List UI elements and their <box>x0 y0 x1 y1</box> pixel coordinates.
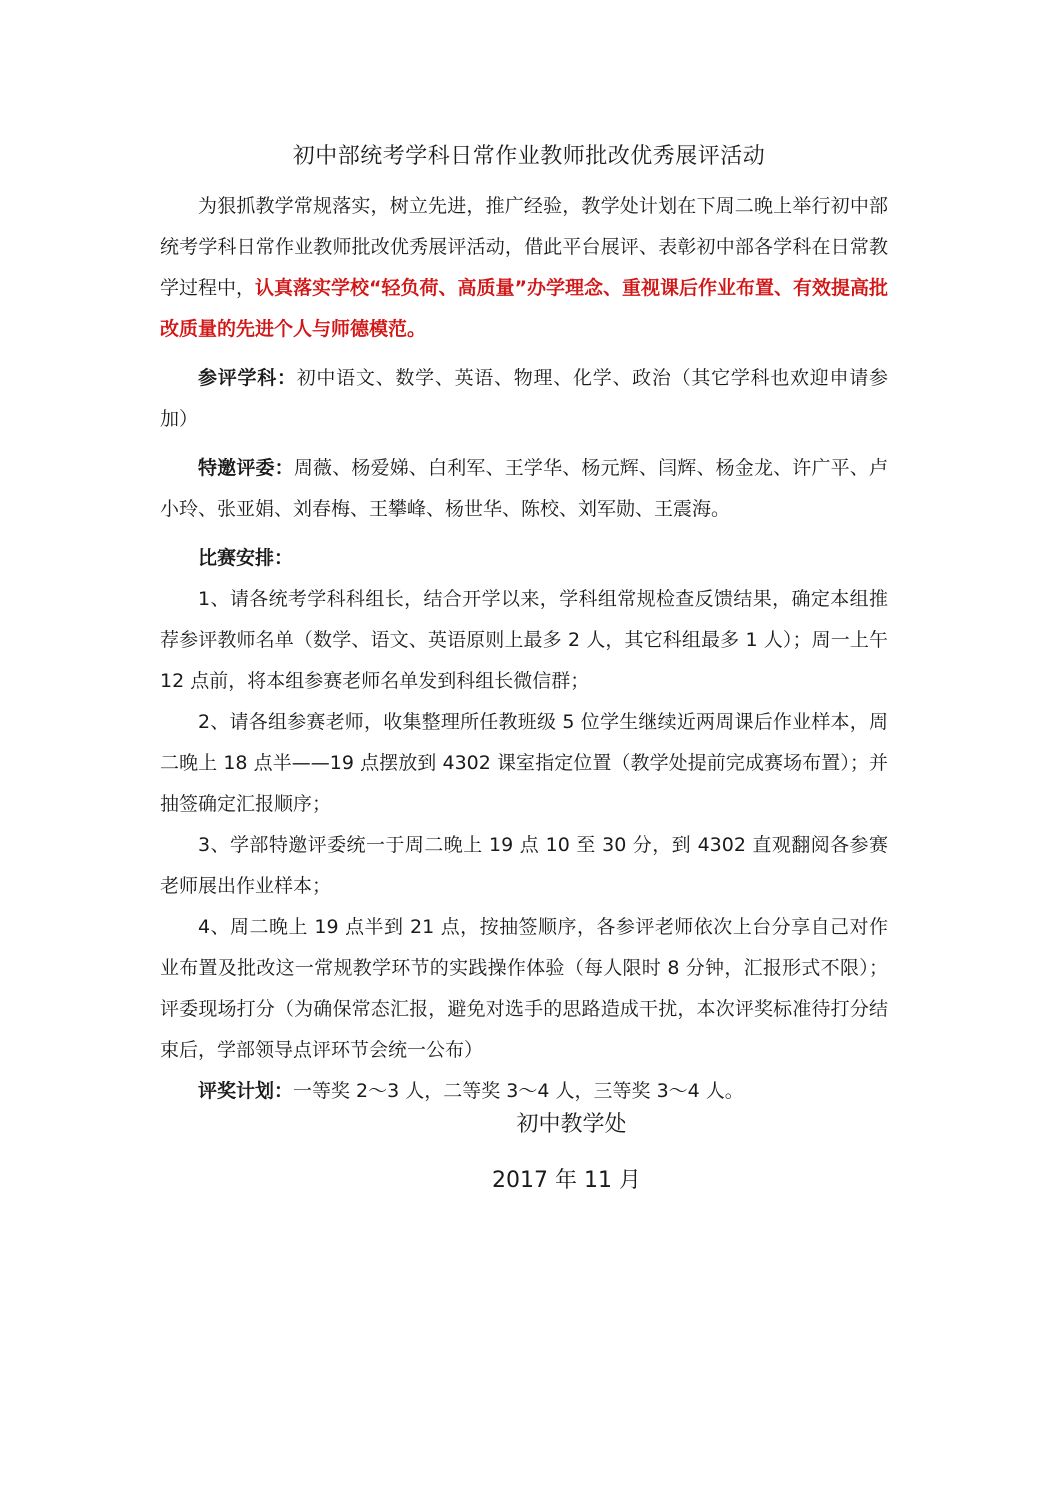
intro-highlight: 认真落实学校“轻负荷、高质量”办学理念、重视课后作业布置、有效提高批改质量的先进个人与师德模范。 <box>160 277 888 340</box>
signature-date: 2017 年 11 月 <box>492 1168 641 1193</box>
subjects-paragraph <box>160 358 888 440</box>
schedule-item: 2、请各组参赛老师，收集整理所任教班级 5 位学生继续近两周课后作业样本，周二晚上 18 点半——19 点摆放到 4302 课室指定位置（教学处提前完成赛场布置）；并抽签确定汇报顺序； <box>160 711 888 815</box>
schedule-item: 1、请各统考学科科组长，结合开学以来，学科组常规检查反馈结果，确定本组推荐参评教师名单（数学、语文、英语原则上最多 2 人，其它科组最多 1 人）；周一上午 12 点前，将本组参赛老师名单发到科组长微信群； <box>160 588 888 692</box>
document-title: 初中部统考学科日常作业教师批改优秀展评活动 <box>292 144 766 169</box>
awards-label: 评奖计划： <box>198 1080 294 1102</box>
judges-text: 周薇、杨爱娣、白利军、王学华、杨元辉、闫辉、杨金龙、许广平、卢小玲、张亚娟、刘春梅、王攀峰、杨世华、陈校、刘军勋、王震海。 <box>160 457 888 520</box>
awards-paragraph <box>160 1071 888 1112</box>
schedule-label: 比赛安排： <box>198 547 294 569</box>
intro-paragraph <box>160 186 888 350</box>
schedule-item: 4、周二晚上 19 点半到 21 点，按抽签顺序，各参评老师依次上台分享自己对作业布置及批改这一常规教学环节的实践操作体验（每人限时 8 分钟，汇报形式不限）；评委现场打分（为确保常态汇报，避免对选手的思路造成干扰，本次评奖标准待打分结束后，学部领导点评环节会统一公布） <box>160 916 888 1061</box>
subjects-text: 初中语文、数学、英语、物理、化学、政治（其它学科也欢迎申请参加） <box>160 367 888 430</box>
subjects-label: 参评学科： <box>198 367 297 389</box>
document-body <box>160 186 888 1112</box>
awards-text: 一等奖 2～3 人，二等奖 3～4 人，三等奖 3～4 人。 <box>293 1080 744 1102</box>
schedule-heading <box>160 538 888 579</box>
schedule-item: 3、学部特邀评委统一于周二晚上 19 点 10 至 30 分，到 4302 直观翻阅各参赛老师展出作业样本； <box>160 834 888 897</box>
judges-label: 特邀评委： <box>198 457 294 479</box>
intro-text: 为狠抓教学常规落实，树立先进，推广经验，教学处计划在下周二晚上举行初中部统考学科日常作业教师批改优秀展评活动，借此平台展评、表彰初中部各学科在日常教学过程中， <box>160 195 888 299</box>
judges-paragraph <box>160 448 888 530</box>
signature-org: 初中教学处 <box>516 1112 627 1137</box>
